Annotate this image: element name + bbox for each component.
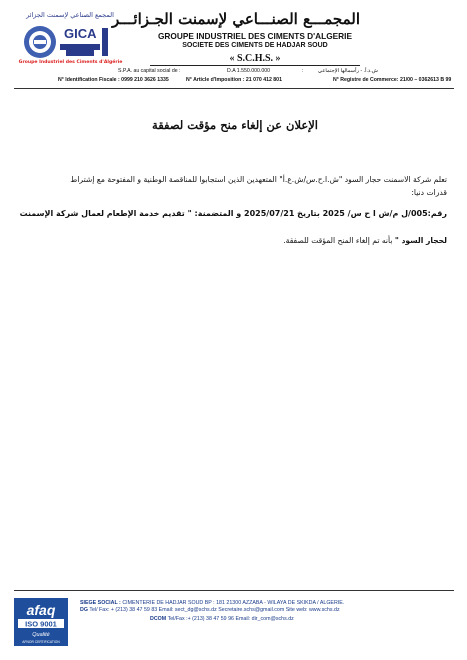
footer-dg-text: Tel/ Fax: + (213) 38 47 59 83 Email: sect_dg@schs.dz Secretaire.schs@gmail.com Site web: www.schs.dz <box>89 607 340 613</box>
footer-dg-label: DG <box>80 607 88 613</box>
company-abbreviation: « S.C.H.S. » <box>229 53 281 64</box>
company-subtitle-french: SOCIETE DES CIMENTS DE HADJAR SOUD <box>182 42 328 49</box>
logo-wordmark: GICA <box>64 26 97 41</box>
afaq-wordmark: afaq <box>26 602 56 618</box>
footer-siege-label: SIEGE SOCIAL : <box>80 600 121 606</box>
footer-dcom-text: Tel/Fax :+ (213) 38 47 59 96 Email: dir_com@schs.dz <box>167 616 294 622</box>
paragraph-2-line-2 <box>283 236 447 245</box>
capital-amount: D.A 1.550.000.000 <box>227 68 270 74</box>
company-title-french: GROUPE INDUSTRIEL DES CIMENTS D'ALGERIE <box>157 31 353 41</box>
afaq-cert: AFNOR CERTIFICATION <box>22 640 60 644</box>
logo-tagline: Groupe Industriel des Ciments d'Algérie <box>18 60 123 65</box>
paragraph-2-rest: بأنه تم إلغاء المنح المؤقت للصفقة. <box>283 236 395 245</box>
paragraph-2-line-1: رقم:005/ل م/ش ا ح س/ 2025 بتاريخ 2025/07/21 و المتضمنة: " تقديم خدمة الإطعام لعمال شركة الإسمنت <box>19 209 447 218</box>
capital-colon: : <box>302 68 304 74</box>
commerce-register: N° Registre de Commerce: 21/00 – 0362613 B 99 <box>333 77 452 83</box>
header-divider <box>14 88 454 89</box>
paragraph-1-line-2: قدرات دنيا: <box>411 188 447 197</box>
logo-arabic-text: المجمع الصناعي لإسمنت الجزائر <box>26 11 114 19</box>
paragraph-2-bold: لحجار السود " <box>394 236 447 245</box>
footer-dcom-label: DCOM <box>150 616 167 622</box>
announcement-title: الإعلان عن إلغاء منح مؤقت لصفقة <box>152 118 318 132</box>
footer-siege-text: CIMENTERIE DE HADJAR SOUD BP : 181 21300 AZZABA - WILAYA DE SKIKDA / ALGERIE. <box>122 600 345 606</box>
gica-logo <box>20 14 120 66</box>
paragraph-1-line-1: تعلم شركة الاسمنت حجار السود "ش.ا.ح.س/ش.ع.أ" المتعهدين الذين استجابوا للمناقصة الوطنية و المفتوحة مع إشتراط <box>70 175 447 184</box>
tax-article: N° Article d'Imposition : 21 070 412 801 <box>186 77 282 83</box>
footer-dcom-contact <box>150 616 294 622</box>
fiscal-id: N° Identification Fiscale : 0999 210 3626 1335 <box>58 77 169 83</box>
footer-dg-contact <box>80 607 340 613</box>
footer-divider <box>14 590 454 591</box>
footer-head-office <box>80 600 344 606</box>
afaq-certification-logo <box>14 598 68 646</box>
capital-label: S.P.A. au capital social de : <box>118 68 181 74</box>
company-title-arabic: المجمـــع الصنـــاعي لإسمنت الجـزائـــر <box>111 10 360 28</box>
header-underline <box>150 65 360 66</box>
capital-arabic-label: ش.ذ.أ. - رأسمالها الإجتماعي <box>318 68 379 74</box>
afaq-iso: ISO 9001 <box>25 619 57 629</box>
afaq-quality: Qualité <box>32 632 50 638</box>
